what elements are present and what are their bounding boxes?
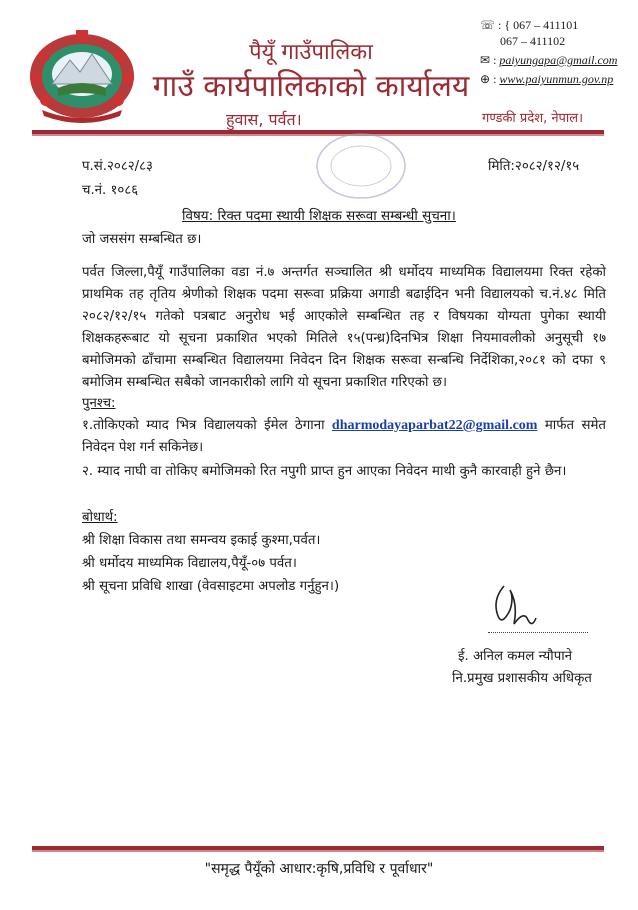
- office-email-link[interactable]: paiyungapa@gmail.com: [499, 53, 618, 67]
- note-point-1-text: १.तोकिएको म्याद भित्र विद्यालयको ईमेल ठेगाना: [82, 418, 332, 433]
- cc-item: श्री शिक्षा विकास तथा समन्वय इकाई कुश्मा,पर्वत।: [82, 533, 321, 548]
- letter-number: प.सं.२०८२/८३: [82, 159, 153, 174]
- phone-number-2: 067 – 411102: [500, 34, 566, 48]
- footer-divider: [32, 846, 604, 852]
- email-block: ✉ : paiyungapa@gmail.com: [480, 53, 618, 67]
- cc-item: श्री सूचना प्रविधि शाखा (वेवसाइटमा अपलोड गर्नुहुन।): [82, 579, 340, 594]
- office-title: गाउँ कार्यपालिकाको कार्यालय: [152, 69, 470, 104]
- office-name: पैयूँ गाउँपालिका: [249, 40, 373, 65]
- note-heading: पुनश्च:: [82, 396, 116, 411]
- office-address: हुवास, पर्वत।: [226, 110, 302, 129]
- cc-heading: बोधार्थ:: [82, 510, 118, 525]
- letter-date: मिति:२०८२/१२/१५: [488, 159, 580, 174]
- province-label: गण्डकी प्रदेश, नेपाल।: [482, 111, 584, 126]
- note-point-2: २. म्याद नाघी वा तोकिए बमोजिमको रित नपुगी प्राप्त हुन आएका निवेदन माथी कुनै कारवाही हुने छैन।: [82, 464, 567, 479]
- signatory-name: ई. अनिल कमल न्यौपाने: [458, 649, 573, 664]
- phone-number-1: 067 – 411101: [513, 18, 579, 32]
- dispatch-number: च.नं. १०८६: [82, 183, 139, 198]
- envelope-icon: ✉: [480, 53, 491, 67]
- website-block: ⊕ : www.paiyunmun.gov.np: [480, 72, 614, 86]
- cc-item: श्री धर्मोदय माध्यमिक विद्यालय,पैयूँ-०७ पर्वत।: [82, 556, 297, 571]
- body-paragraph: पर्वत जिल्ला,पैयूँ गाउँपालिका वडा नं.७ अन्तर्गत सञ्चालित श्री धर्मोदय माध्यमिक विद्यालयमा रिक्त रहेको प्राथमिक तह तृतिय श्रेणीको शिक्षक पदमा सरूवा प्रक्रिया अगाडी बढाईदिन भनी विद्यालयको च.नं.४८ मिति २०८२/१२/१५ गतेको पत्रबाट अनुरोध भई आएकोले सम्बन्धित तह र विषयका योग्यता पुगेका स्थायी शिक्षकहरूबाट यो सूचना प्रकाशित भएको मितिले १५(पन्ध्र)दिनभित्र शिक्षा नियमावलीको अनुसूची १७ बमोजिमको ढाँचामा सम्बन्धित विद्यालयमा निवेदन दिन शिक्षक सरूवा सन्बन्धि निर्देशिका,२०८१ को दफा ९ बमोजिम सम्बन्धित सबैको जानकारीको लागि यो सूचना प्रकाशित गरिएको छ।: [82, 265, 606, 390]
- signatory-designation: नि.प्रमुख प्रशासकीय अधिकृत: [452, 671, 592, 686]
- signature-line: [488, 632, 588, 633]
- globe-icon: ⊕: [480, 72, 491, 86]
- phone-icon: ☏: [480, 18, 496, 32]
- school-email-link[interactable]: dharmodayaparbat22@gmail.com: [331, 418, 538, 433]
- signature: [484, 580, 540, 636]
- note-point-1-text-end: मार्फत समेत निवेदन पेश गर्न सकिनेछ।: [82, 418, 606, 455]
- footer-motto: "समृद्ध पैयूँको आधार:कृषि,प्रविधि र पूर्वाधार": [204, 861, 434, 877]
- phone-block: ☏ : { 067 – 411101: [480, 18, 579, 32]
- office-website-link[interactable]: www.paiyunmun.gov.np: [499, 72, 614, 86]
- note-point-1: [82, 415, 606, 459]
- salutation: जो जससंग सम्बन्धित छ।: [82, 232, 202, 247]
- subject-line: विषय: रिक्त पदमा स्थायी शिक्षक सरूवा सम्बन्धी सुचना।: [182, 208, 456, 224]
- office-stamp: [312, 128, 410, 204]
